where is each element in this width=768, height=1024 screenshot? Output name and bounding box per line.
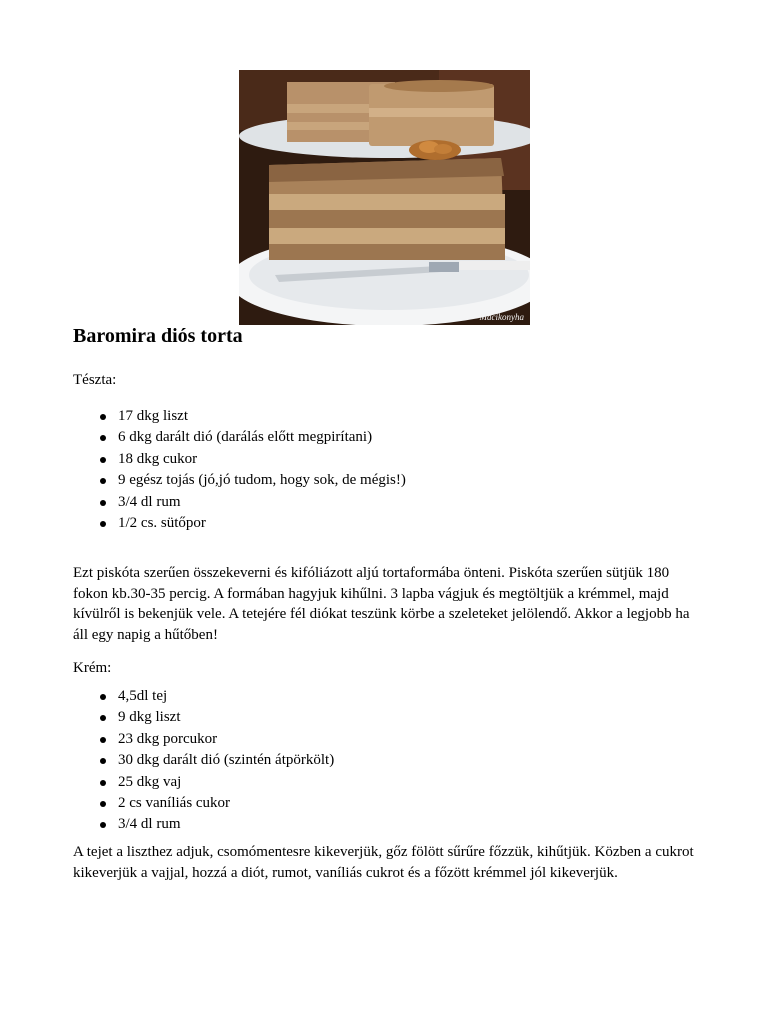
list-item: 9 dkg liszt bbox=[96, 707, 334, 728]
list-item: 30 dkg darált dió (szintén átpörkölt) bbox=[96, 750, 334, 771]
cream-instructions: A tejet a liszthez adjuk, csomómentesre kikeverjük, gőz fölött sűrűre főzzük, kihűtjük. Közben a cukrot kikeverjük a vajjal, hozzá a diót, rumot, vaníliás cukrot és a főzött krémmel jól kikeverjük. bbox=[73, 844, 694, 881]
list-item: 1/2 cs. sütőpor bbox=[96, 513, 406, 534]
list-item: 18 dkg cukor bbox=[96, 449, 406, 470]
list-item: 3/4 dl rum bbox=[96, 814, 334, 835]
list-item: 4,5dl tej bbox=[96, 686, 334, 707]
cream-ingredient-list bbox=[96, 686, 334, 836]
dough-heading: Tészta: bbox=[73, 372, 117, 388]
cake-photo bbox=[239, 70, 530, 325]
dough-instructions: Ezt piskóta szerűen összekeverni és kifóliázott aljú tortaformába önteni. Piskóta szerűen sütjük 180 fokon kb.30-35 percig. A formában hagyjuk kihűlni. 3 lapba vágjuk és megtöltjük a krémmel, majd kívülről is bekenjük vele. A tetejére fél diókat teszünk körbe a szeleteket jelölendő. Akkor a legjobb ha áll egy napig a hűtőben! bbox=[73, 565, 690, 643]
list-item: 25 dkg vaj bbox=[96, 772, 334, 793]
dough-ingredient-list bbox=[96, 406, 406, 534]
list-item: 6 dkg darált dió (darálás előtt megpirítani) bbox=[96, 427, 406, 448]
cream-heading: Krém: bbox=[73, 660, 112, 676]
list-item: 17 dkg liszt bbox=[96, 406, 406, 427]
list-item: 9 egész tojás (jó,jó tudom, hogy sok, de mégis!) bbox=[96, 470, 406, 491]
photo-watermark: Macikonyha bbox=[479, 312, 524, 322]
recipe-title: Baromira diós torta bbox=[73, 325, 243, 347]
list-item: 23 dkg porcukor bbox=[96, 729, 334, 750]
cake-illustration bbox=[239, 70, 530, 325]
list-item: 2 cs vaníliás cukor bbox=[96, 793, 334, 814]
list-item: 3/4 dl rum bbox=[96, 492, 406, 513]
